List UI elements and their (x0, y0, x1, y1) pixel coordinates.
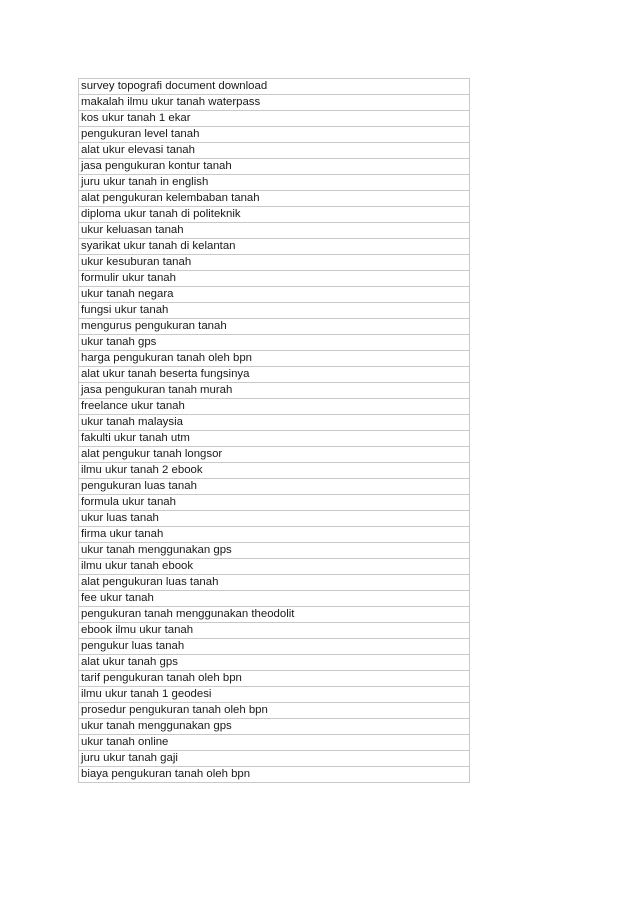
table-row (79, 159, 470, 175)
table-row (79, 479, 470, 495)
table-cell: ilmu ukur tanah 1 geodesi (79, 687, 470, 703)
table-row (79, 367, 470, 383)
table-cell: ukur tanah online (79, 735, 470, 751)
table-cell: alat pengukuran kelembaban tanah (79, 191, 470, 207)
table-cell: alat pengukuran luas tanah (79, 575, 470, 591)
table-cell: ukur keluasan tanah (79, 223, 470, 239)
table-cell: jasa pengukuran kontur tanah (79, 159, 470, 175)
table-row (79, 95, 470, 111)
table-row (79, 79, 470, 95)
table-cell: firma ukur tanah (79, 527, 470, 543)
table-row (79, 303, 470, 319)
table-cell: prosedur pengukuran tanah oleh bpn (79, 703, 470, 719)
table-cell: mengurus pengukuran tanah (79, 319, 470, 335)
table-row (79, 351, 470, 367)
table-row (79, 687, 470, 703)
table-row (79, 751, 470, 767)
table-cell: harga pengukuran tanah oleh bpn (79, 351, 470, 367)
table-cell: ukur luas tanah (79, 511, 470, 527)
table-cell: jasa pengukuran tanah murah (79, 383, 470, 399)
table-row (79, 623, 470, 639)
table-cell: ilmu ukur tanah 2 ebook (79, 463, 470, 479)
table-row (79, 767, 470, 783)
table-row (79, 543, 470, 559)
table-cell: alat ukur elevasi tanah (79, 143, 470, 159)
table-row (79, 143, 470, 159)
table-cell: alat ukur tanah beserta fungsinya (79, 367, 470, 383)
table-cell: fee ukur tanah (79, 591, 470, 607)
table-cell: ukur tanah menggunakan gps (79, 719, 470, 735)
table-row (79, 527, 470, 543)
table-cell: ukur tanah menggunakan gps (79, 543, 470, 559)
table-row (79, 639, 470, 655)
table-row (79, 399, 470, 415)
table-cell: ukur tanah malaysia (79, 415, 470, 431)
table-cell: biaya pengukuran tanah oleh bpn (79, 767, 470, 783)
table-row (79, 559, 470, 575)
table-cell: kos ukur tanah 1 ekar (79, 111, 470, 127)
table-cell: alat ukur tanah gps (79, 655, 470, 671)
table-row (79, 335, 470, 351)
table-row (79, 127, 470, 143)
table-cell: formula ukur tanah (79, 495, 470, 511)
table-row (79, 655, 470, 671)
table-row (79, 415, 470, 431)
table-cell: ebook ilmu ukur tanah (79, 623, 470, 639)
table-cell: ilmu ukur tanah ebook (79, 559, 470, 575)
table-row (79, 111, 470, 127)
table-cell: fungsi ukur tanah (79, 303, 470, 319)
table-row (79, 447, 470, 463)
table-cell: pengukuran luas tanah (79, 479, 470, 495)
table-row (79, 319, 470, 335)
table-row (79, 703, 470, 719)
table-row (79, 271, 470, 287)
table-cell: ukur tanah negara (79, 287, 470, 303)
table-row (79, 607, 470, 623)
table-cell: freelance ukur tanah (79, 399, 470, 415)
table-cell: alat pengukur tanah longsor (79, 447, 470, 463)
table-row (79, 239, 470, 255)
table-cell: diploma ukur tanah di politeknik (79, 207, 470, 223)
table-cell: pengukur luas tanah (79, 639, 470, 655)
table-row (79, 735, 470, 751)
table-row (79, 511, 470, 527)
table-cell: ukur kesuburan tanah (79, 255, 470, 271)
table-cell: fakulti ukur tanah utm (79, 431, 470, 447)
table-cell: formulir ukur tanah (79, 271, 470, 287)
keyword-table-body (79, 79, 470, 783)
table-row (79, 431, 470, 447)
table-cell: juru ukur tanah in english (79, 175, 470, 191)
table-cell: survey topografi document download (79, 79, 470, 95)
table-row (79, 463, 470, 479)
table-cell: juru ukur tanah gaji (79, 751, 470, 767)
table-row (79, 175, 470, 191)
table-cell: makalah ilmu ukur tanah waterpass (79, 95, 470, 111)
table-row (79, 575, 470, 591)
table-cell: tarif pengukuran tanah oleh bpn (79, 671, 470, 687)
table-row (79, 255, 470, 271)
table-cell: syarikat ukur tanah di kelantan (79, 239, 470, 255)
table-row (79, 719, 470, 735)
table-row (79, 207, 470, 223)
table-row (79, 671, 470, 687)
table-row (79, 191, 470, 207)
table-row (79, 287, 470, 303)
table-row (79, 223, 470, 239)
table-row (79, 383, 470, 399)
keyword-table (78, 78, 470, 783)
table-cell: pengukuran level tanah (79, 127, 470, 143)
table-cell: pengukuran tanah menggunakan theodolit (79, 607, 470, 623)
table-cell: ukur tanah gps (79, 335, 470, 351)
table-row (79, 495, 470, 511)
table-row (79, 591, 470, 607)
